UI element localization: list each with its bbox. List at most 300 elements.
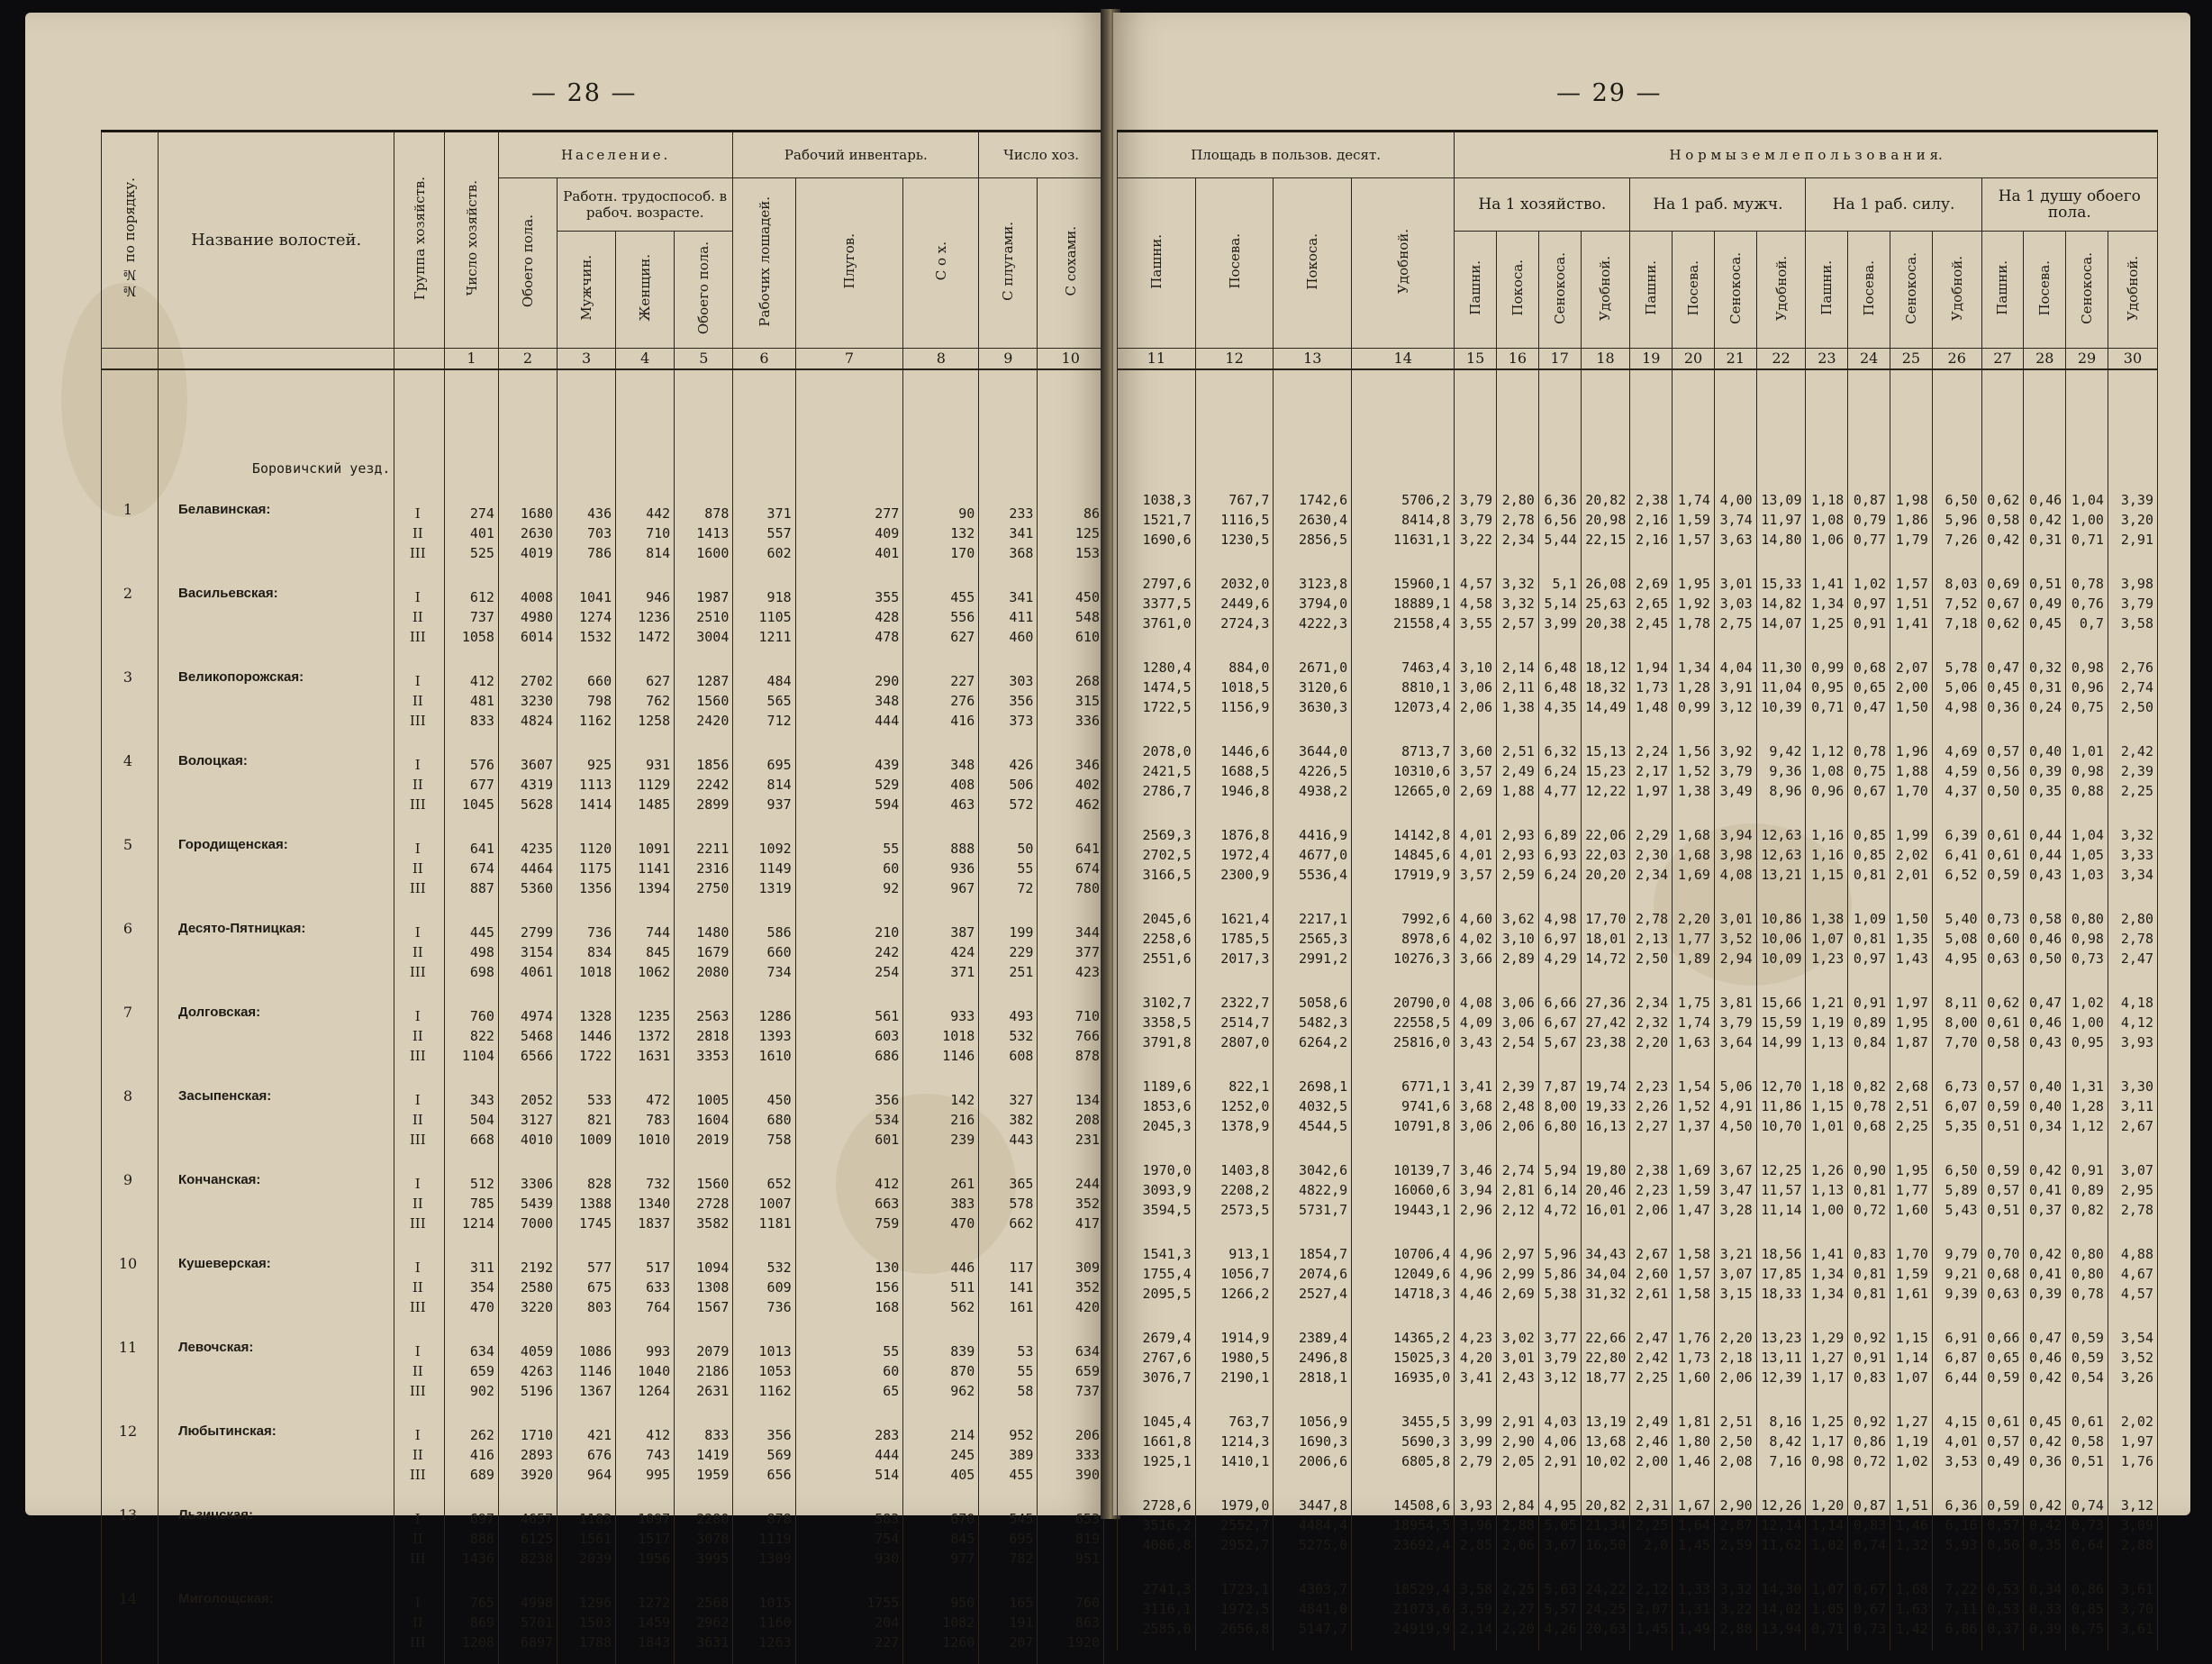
cell-value: 0,66 [1987, 1329, 2020, 1346]
data-cell [616, 1413, 675, 1496]
data-cell [616, 1580, 675, 1664]
data-cell [1455, 1232, 1497, 1315]
cell-value: 0,42 [2029, 1368, 2062, 1386]
cell-value: 1,13 [1811, 1033, 1845, 1050]
cell-value: 355 [875, 588, 900, 605]
cell-value: 3,34 [2120, 866, 2153, 883]
data-cell [1274, 1232, 1352, 1315]
cell-value: 11,97 [1761, 511, 1802, 528]
cell-value: 3093,9 [1142, 1181, 1192, 1198]
cell-value: 13,23 [1761, 1329, 1802, 1346]
data-cell [558, 1245, 616, 1329]
cell-value: 420 [1074, 1298, 1100, 1315]
cell-value: 22558,5 [1393, 1014, 1451, 1031]
cell-value: 0,71 [2071, 531, 2104, 548]
group-cell [394, 742, 445, 826]
cell-value: 660 [587, 672, 612, 689]
cell-value: 55 [1017, 1362, 1034, 1379]
cell-value: 3516,2 [1142, 1516, 1192, 1533]
norm-subheader: Удобной. [2108, 232, 2157, 349]
cell-value: 1679 [696, 943, 730, 960]
data-cell [1455, 896, 1497, 980]
cell-value: 3,79 [1459, 511, 1493, 528]
cell-value: 0,95 [1811, 678, 1845, 696]
data-cell [2108, 645, 2157, 729]
cell-value: 11,86 [1761, 1097, 1802, 1114]
data-cell [1890, 896, 1933, 980]
data-cell [1932, 477, 1981, 561]
cell-value: 444 [875, 1446, 900, 1463]
cell-value: 0,43 [2029, 1033, 2062, 1050]
cell-value: 6897 [520, 1633, 554, 1650]
cell-value: 22,03 [1585, 846, 1627, 863]
cell-value: 6,56 [1544, 511, 1577, 528]
data-cell [2066, 980, 2108, 1064]
data-cell [675, 1329, 733, 1413]
cell-value: 6,48 [1544, 678, 1577, 696]
cell-value: 1722 [579, 1047, 612, 1064]
cell-value: 2,59 [1719, 1536, 1753, 1553]
cell-value: 0,91 [1853, 614, 1887, 632]
data-cell [675, 1580, 733, 1664]
data-cell [733, 994, 795, 1078]
cell-value: 3,70 [2120, 1600, 2153, 1617]
row-number: 13 [102, 1496, 159, 1580]
data-cell [733, 742, 795, 826]
data-cell [1673, 645, 1715, 729]
cell-value: 663 [875, 1195, 900, 1212]
cell-value: 3220 [520, 1298, 554, 1315]
data-cell [558, 910, 616, 994]
cell-value: 3,58 [1459, 1580, 1493, 1597]
cell-value: 4,69 [1945, 742, 1978, 759]
cell-value: 1560 [696, 1175, 730, 1192]
norm-subheader: Посева. [2024, 232, 2066, 349]
data-cell [1981, 980, 2024, 1064]
data-cell [1195, 1315, 1274, 1399]
header-both-sexes: Обоего пола. [498, 178, 557, 349]
cell-value: 930 [875, 1550, 900, 1567]
data-cell [1118, 1567, 1196, 1650]
cell-value: 3,41 [1459, 1078, 1493, 1095]
cell-value: 2017,3 [1220, 950, 1270, 967]
data-cell [903, 1245, 979, 1329]
cell-value: 2258,6 [1142, 930, 1192, 947]
cell-value: 533 [587, 1091, 612, 1108]
data-cell [1756, 729, 1806, 813]
cell-value: 0,62 [1987, 614, 2020, 632]
data-cell [1497, 1399, 1539, 1483]
cell-value: 4061 [520, 963, 554, 980]
cell-value: 3353 [696, 1047, 730, 1064]
cell-value: 0,97 [1853, 950, 1887, 967]
cell-value: 3,79 [1719, 1014, 1753, 1031]
cell-value: 1745 [579, 1214, 612, 1232]
cell-value: 0,37 [1987, 1620, 2020, 1637]
cell-value: 674 [469, 859, 494, 877]
data-cell [1455, 1148, 1497, 1232]
cell-value: 0,80 [2071, 910, 2104, 927]
group-cell [394, 1161, 445, 1245]
cell-value: 1785,5 [1220, 930, 1270, 947]
cell-value: 2,39 [2120, 762, 2153, 779]
cell-value: 1,27 [1895, 1413, 1928, 1430]
right-col-number: 19 [1630, 349, 1673, 370]
cell-value: 2,78 [2120, 930, 2153, 947]
cell-value: 5,44 [1544, 531, 1577, 548]
cell-value: 22,15 [1585, 531, 1627, 548]
row-number: 6 [102, 910, 159, 994]
data-cell [445, 1496, 499, 1580]
cell-value: 1,16 [1811, 846, 1845, 863]
cell-value: 833 [704, 1426, 730, 1443]
cell-value: 1,17 [1811, 1432, 1845, 1450]
cell-value: 845 [950, 1530, 975, 1547]
cell-value: 1,26 [1811, 1161, 1845, 1178]
data-cell [675, 1496, 733, 1580]
data-cell [2108, 1232, 2157, 1315]
cell-value: 0,37 [2029, 1201, 2062, 1218]
cell-value: 3154 [520, 943, 554, 960]
cell-value: 4,20 [1459, 1349, 1493, 1366]
left-col-number [102, 349, 159, 370]
cell-value: 3,11 [2120, 1097, 2153, 1114]
cell-value: 0,42 [2029, 511, 2062, 528]
cell-value: 3,64 [1719, 1033, 1753, 1050]
cell-value: 2,97 [1501, 1245, 1535, 1262]
cell-value: 0,99 [1811, 659, 1845, 676]
cell-value: 2,42 [2120, 742, 2153, 759]
cell-value: 3,55 [1459, 614, 1493, 632]
data-cell [1630, 561, 1673, 645]
cell-value: 2095,5 [1142, 1285, 1192, 1302]
cell-value: 1,12 [1811, 742, 1845, 759]
cell-value: 3,99 [1544, 614, 1577, 632]
cell-value: 0,40 [2029, 1097, 2062, 1114]
data-cell [1756, 1315, 1806, 1399]
cell-value: 5731,7 [1298, 1201, 1348, 1218]
cell-value: 1,57 [1677, 531, 1710, 548]
cell-value: 1970,0 [1142, 1161, 1192, 1178]
cell-value: 2,12 [1636, 1580, 1669, 1597]
cell-value: 3,10 [1501, 930, 1535, 947]
group-label: III [409, 1550, 426, 1567]
header-num-hh: Число хоз. [979, 132, 1104, 178]
cell-value: 141 [1009, 1278, 1034, 1296]
data-cell [1455, 1483, 1497, 1567]
cell-value: 2,01 [1895, 866, 1928, 883]
cell-value: 2,24 [1636, 742, 1669, 759]
cell-value: 1104 [461, 1047, 494, 1064]
cell-value: 455 [950, 588, 975, 605]
cell-value: 1,60 [1895, 1201, 1928, 1218]
data-cell [445, 742, 499, 826]
data-cell [1538, 1064, 1581, 1148]
data-cell [558, 1580, 616, 1664]
cell-value: 1503 [579, 1614, 612, 1631]
cell-value: 1,16 [1811, 826, 1845, 843]
group-label: III [409, 1298, 426, 1315]
cell-value: 1086 [579, 1342, 612, 1359]
cell-value: 117 [1009, 1259, 1034, 1276]
cell-value: 2211 [696, 840, 730, 857]
table-row [102, 575, 1104, 659]
cell-value: 1621,4 [1220, 910, 1270, 927]
cell-value: 3995 [696, 1550, 730, 1567]
cell-value: 1,25 [1811, 1413, 1845, 1430]
cell-value: 512 [469, 1175, 494, 1192]
cell-value: 3,39 [2120, 491, 2153, 508]
cell-value: 2786,7 [1142, 782, 1192, 799]
cell-value: 514 [875, 1466, 900, 1483]
header-sokhas: С о х. [903, 178, 979, 349]
cell-value: 4226,5 [1298, 762, 1348, 779]
data-cell [1932, 1567, 1981, 1650]
data-cell [2108, 813, 2157, 896]
left-col-number: 2 [498, 349, 557, 370]
cell-value: 680 [766, 1111, 792, 1128]
cell-value: 2,47 [2120, 950, 2153, 967]
cell-value: 333 [1074, 1446, 1100, 1463]
cell-value: 2420 [696, 712, 730, 729]
cell-value: 0,51 [1987, 1117, 2020, 1134]
data-cell [1274, 1483, 1352, 1567]
cell-value: 1266,2 [1220, 1285, 1270, 1302]
cell-value: 3,63 [1719, 531, 1753, 548]
cell-value: 3,96 [1459, 1516, 1493, 1533]
data-cell [675, 1413, 733, 1496]
cell-value: 0,31 [2029, 678, 2062, 696]
cell-value: 12,22 [1585, 782, 1627, 799]
group-cell [394, 659, 445, 742]
cell-value: 1,38 [1677, 782, 1710, 799]
volost-name: Белавинская: [158, 491, 394, 575]
data-cell [1352, 1567, 1455, 1650]
cell-value: 2,16 [1636, 511, 1669, 528]
cell-value: 0,80 [2071, 1265, 2104, 1282]
cell-value: 2,46 [1636, 1432, 1669, 1450]
cell-value: 1631 [638, 1047, 671, 1064]
data-cell [1274, 980, 1352, 1064]
data-cell [1714, 980, 1756, 1064]
cell-value: 1,94 [1636, 659, 1669, 676]
table-row [102, 826, 1104, 910]
cell-value: 1541,3 [1142, 1245, 1192, 1262]
data-cell [979, 1413, 1038, 1496]
cell-value: 902 [469, 1382, 494, 1399]
cell-value: 3,06 [1459, 678, 1493, 696]
group-label: I [414, 1259, 421, 1276]
data-cell [1630, 980, 1673, 1064]
cell-value: 0,59 [1987, 1368, 2020, 1386]
cell-value: 1,56 [1677, 742, 1710, 759]
data-cell [1195, 896, 1274, 980]
data-cell [1890, 477, 1933, 561]
cell-value: 1183 [579, 1510, 612, 1527]
data-cell [1981, 813, 2024, 896]
cell-value: 1403,8 [1220, 1161, 1270, 1178]
cell-value: 2,20 [1719, 1329, 1753, 1346]
cell-value: 1413 [696, 524, 730, 541]
data-cell [1195, 645, 1274, 729]
cell-value: 0,56 [1987, 762, 2020, 779]
data-cell [1756, 477, 1806, 561]
cell-value: 3,07 [1719, 1265, 1753, 1282]
cell-value: 1367 [579, 1382, 612, 1399]
cell-value: 365 [1009, 1175, 1034, 1192]
cell-value: 402 [1074, 776, 1100, 793]
data-cell [1714, 729, 1756, 813]
cell-value: 2656,8 [1220, 1620, 1270, 1637]
cell-value: 1,54 [1677, 1078, 1710, 1095]
cell-value: 1091 [638, 840, 671, 857]
cell-value: 4,04 [1719, 659, 1753, 676]
cell-value: 1,61 [1895, 1285, 1928, 1302]
cell-value: 268 [1074, 672, 1100, 689]
cell-value: 199 [1009, 923, 1034, 941]
header-working: Работн. трудоспособ. в рабоч. возрасте. [558, 178, 733, 232]
data-cell [1274, 896, 1352, 980]
data-cell [1497, 1232, 1539, 1315]
cell-value: 3,79 [1459, 491, 1493, 508]
cell-value: 401 [875, 544, 900, 561]
norm-subheader: Покоса. [1497, 232, 1539, 349]
cell-value: 498 [469, 943, 494, 960]
cell-value: 15,33 [1761, 575, 1802, 592]
right-col-number: 28 [2024, 349, 2066, 370]
data-cell [498, 1580, 557, 1664]
cell-value: 6,52 [1945, 866, 1978, 883]
cell-value: 4,46 [1459, 1285, 1493, 1302]
data-cell [1497, 1483, 1539, 1567]
cell-value: 2724,3 [1220, 614, 1270, 632]
cell-value: 1,97 [1636, 782, 1669, 799]
cell-value: 0,88 [2071, 782, 2104, 799]
cell-value: 652 [766, 1175, 792, 1192]
cell-value: 4824 [520, 712, 554, 729]
cell-value: 11,57 [1761, 1181, 1802, 1198]
cell-value: 0,68 [1853, 1117, 1887, 1134]
cell-value: 1,34 [1811, 1285, 1845, 1302]
cell-value: 0,85 [1853, 826, 1887, 843]
cell-value: 918 [766, 588, 792, 605]
cell-value: 2,25 [1636, 1516, 1669, 1533]
table-row [1118, 980, 2158, 1064]
cell-value: 436 [587, 505, 612, 522]
right-col-number: 26 [1932, 349, 1981, 370]
cell-value: 14,82 [1761, 595, 1802, 612]
group-label: I [414, 672, 421, 689]
cell-value: 710 [646, 524, 671, 541]
header-per-force: На 1 раб. силу. [1806, 178, 1981, 232]
cell-value: 1,45 [1677, 1536, 1710, 1553]
cell-value: 3,58 [2120, 614, 2153, 632]
cell-value: 231 [1074, 1131, 1100, 1148]
cell-value: 0,90 [1853, 1161, 1887, 1178]
data-cell [1274, 1148, 1352, 1232]
cell-value: 4,58 [1459, 595, 1493, 612]
cell-value: 417 [1074, 1214, 1100, 1232]
cell-value: 5690,3 [1401, 1432, 1451, 1450]
data-cell [1981, 645, 2024, 729]
cell-value: 53 [1017, 1342, 1034, 1359]
left-page [25, 13, 1106, 1650]
cell-value: 2,00 [1895, 678, 1928, 696]
cell-value: 6,50 [1945, 491, 1978, 508]
cell-value: 4059 [520, 1342, 554, 1359]
left-col-number [158, 349, 394, 370]
data-cell [1630, 1232, 1673, 1315]
cell-value: 1045,4 [1142, 1413, 1192, 1430]
cell-value: 1,15 [1811, 866, 1845, 883]
cell-value: 401 [469, 524, 494, 541]
cell-value: 12665,0 [1393, 782, 1451, 799]
cell-value: 703 [587, 524, 612, 541]
data-cell [1538, 1148, 1581, 1232]
cell-value: 737 [1074, 1382, 1100, 1399]
cell-value: 4938,2 [1298, 782, 1348, 799]
cell-value: 2,08 [1719, 1452, 1753, 1469]
data-cell [2108, 477, 2157, 561]
cell-value: 0,82 [2071, 1201, 2104, 1218]
cell-value: 1,95 [1895, 1161, 1928, 1178]
data-cell [1538, 813, 1581, 896]
cell-value: 565 [766, 692, 792, 709]
cell-value: 2019 [696, 1131, 730, 1148]
cell-value: 382 [1009, 1111, 1034, 1128]
cell-value: 3,06 [1459, 1117, 1493, 1134]
data-cell [1581, 1064, 1630, 1148]
cell-value: 4,91 [1719, 1097, 1753, 1114]
cell-value: 2,95 [2120, 1181, 2153, 1198]
data-cell [498, 826, 557, 910]
cell-value: 1235 [638, 1007, 671, 1024]
cell-value: 2,89 [1501, 950, 1535, 967]
cell-value: 387 [950, 923, 975, 941]
data-cell [1195, 477, 1274, 561]
cell-value: 1,69 [1677, 866, 1710, 883]
cell-value: 3,92 [1719, 742, 1753, 759]
cell-value: 1,51 [1895, 595, 1928, 612]
cell-value: 952 [1009, 1426, 1034, 1443]
cell-value: 2,25 [2120, 782, 2153, 799]
cell-value: 356 [875, 1091, 900, 1108]
data-cell [1352, 896, 1455, 980]
data-cell [1714, 813, 1756, 896]
data-cell [1932, 980, 1981, 1064]
cell-value: 1015 [758, 1594, 792, 1611]
data-cell [1118, 477, 1196, 561]
cell-value: 4,01 [1945, 1432, 1978, 1450]
cell-value: 2,06 [1501, 1117, 1535, 1134]
data-cell [1581, 980, 1630, 1064]
cell-value: 583 [875, 1510, 900, 1527]
header-households: Число хозяйств. [445, 132, 499, 349]
header-inventory: Рабочий инвентарь. [733, 132, 979, 178]
cell-value: 2421,5 [1142, 762, 1192, 779]
row-number: 14 [102, 1580, 159, 1664]
cell-value: 821 [587, 1111, 612, 1128]
cell-value: 1690,3 [1298, 1432, 1348, 1450]
data-cell [675, 826, 733, 910]
cell-value: 2,51 [1895, 1097, 1928, 1114]
data-cell [675, 994, 733, 1078]
cell-value: 4,59 [1945, 762, 1978, 779]
data-cell [616, 910, 675, 994]
cell-value: 3920 [520, 1466, 554, 1483]
cell-value: 786 [587, 544, 612, 561]
data-cell [733, 826, 795, 910]
